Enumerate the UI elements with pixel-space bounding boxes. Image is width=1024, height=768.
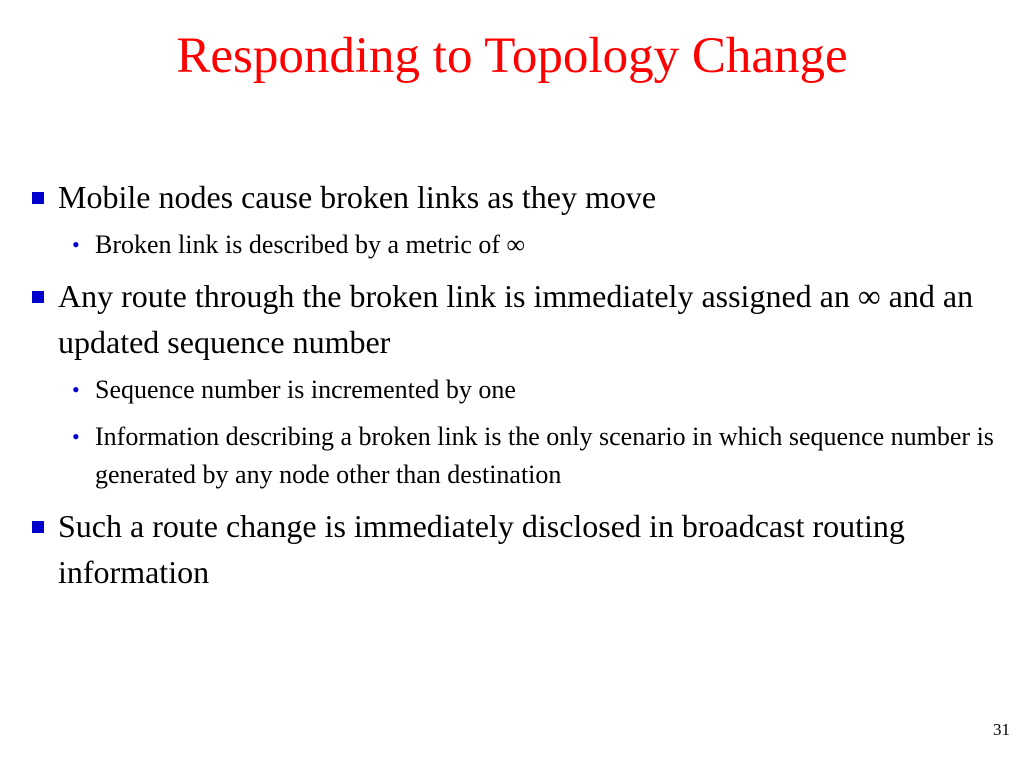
dot-bullet-icon: • bbox=[72, 424, 80, 449]
dot-bullet-icon: • bbox=[72, 232, 80, 257]
bullet-3-text: Such a route change is immediately disclosed in broadcast routing information bbox=[58, 508, 905, 590]
page-number: 31 bbox=[993, 720, 1010, 739]
bullet-2-sub-1-text: Sequence number is incremented by one bbox=[95, 375, 516, 404]
square-bullet-icon bbox=[32, 521, 44, 533]
bullet-2-sub-2-text: Information describing a broken link is the only scenario in which sequence number is generated by any node other than destination bbox=[95, 422, 994, 489]
square-bullet-icon bbox=[32, 192, 44, 204]
bullet-2-sub-1 bbox=[28, 371, 1008, 409]
slide-body bbox=[28, 174, 1008, 601]
dot-bullet-icon: • bbox=[72, 377, 80, 402]
bullet-2-text: Any route through the broken link is immediately assigned an ∞ and an updated sequence number bbox=[58, 278, 974, 360]
bullet-2 bbox=[28, 273, 1008, 365]
bullet-1-sub-1-text: Broken link is described by a metric of ∞ bbox=[95, 230, 526, 259]
bullet-1-sub-1 bbox=[28, 226, 1008, 264]
bullet-1 bbox=[28, 174, 1008, 220]
square-bullet-icon bbox=[32, 291, 44, 303]
bullet-3 bbox=[28, 503, 1008, 595]
bullet-2-sub-2 bbox=[28, 418, 1008, 494]
slide-title: Responding to Topology Change bbox=[176, 28, 848, 84]
bullet-1-text: Mobile nodes cause broken links as they move bbox=[58, 179, 657, 215]
